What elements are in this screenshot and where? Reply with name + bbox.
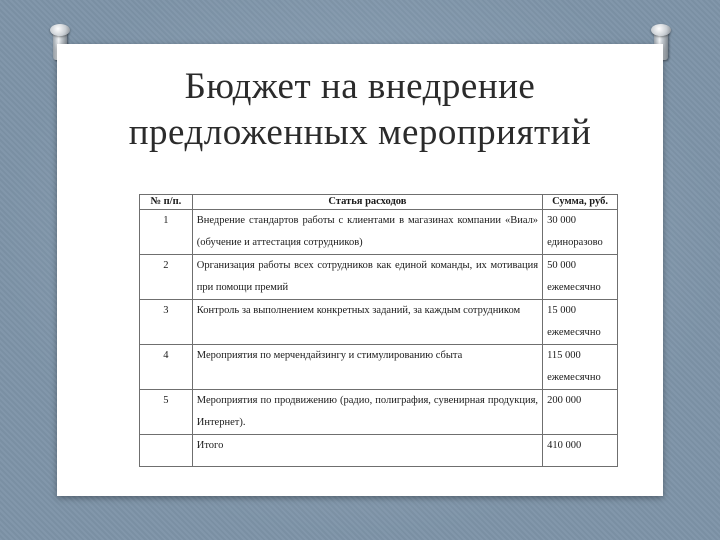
row-amount-cell: [543, 300, 618, 345]
header-number: № п/п.: [140, 195, 193, 210]
row-amount: 30 000: [547, 215, 576, 226]
row-period: ежемесячно: [547, 372, 601, 383]
table-row: [140, 390, 618, 435]
table-row: [140, 210, 618, 255]
header-expense-item: Статья расходов: [192, 195, 542, 210]
slide-title-line-2: предложенных мероприятий: [128, 112, 592, 153]
row-expense-item: Организация работы всех сотрудников как единой команды, их мотивация при помощи премий: [192, 255, 542, 300]
table-row: [140, 255, 618, 300]
row-number: 1: [140, 210, 193, 255]
total-number: [140, 435, 193, 467]
row-amount: 200 000: [547, 395, 582, 406]
row-amount: 115 000: [547, 350, 581, 361]
header-amount: Сумма, руб.: [543, 195, 618, 210]
table-header-row: [140, 195, 618, 210]
row-period: ежемесячно: [547, 282, 601, 293]
table-total-row: [140, 435, 618, 467]
row-amount: 15 000: [547, 305, 576, 316]
budget-table: [139, 194, 618, 467]
row-number: 2: [140, 255, 193, 300]
total-amount: 410 000: [547, 440, 582, 451]
row-expense-item: Контроль за выполнением конкретных заданий, за каждым сотрудником: [192, 300, 542, 345]
table-row: [140, 345, 618, 390]
row-number: 5: [140, 390, 193, 435]
row-number: 4: [140, 345, 193, 390]
slide-title: [57, 64, 663, 156]
slide-title-line-1: Бюджет на внедрение: [184, 66, 536, 107]
row-amount-cell: [543, 390, 618, 435]
row-expense-item: Мероприятия по продвижению (радио, полиграфия, сувенирная продукция, Интернет).: [192, 390, 542, 435]
table-row: [140, 300, 618, 345]
row-amount-cell: [543, 345, 618, 390]
row-amount: 50 000: [547, 260, 576, 271]
row-number: 3: [140, 300, 193, 345]
row-expense-item: Мероприятия по мерчендайзингу и стимулированию сбыта: [192, 345, 542, 390]
total-amount-cell: [543, 435, 618, 467]
total-label: Итого: [192, 435, 542, 467]
row-amount-cell: [543, 210, 618, 255]
row-period: единоразово: [547, 237, 603, 248]
row-expense-item: Внедрение стандартов работы с клиентами в магазинах компании «Виал» (обучение и аттестация сотрудников): [192, 210, 542, 255]
row-period: ежемесячно: [547, 327, 601, 338]
row-amount-cell: [543, 255, 618, 300]
